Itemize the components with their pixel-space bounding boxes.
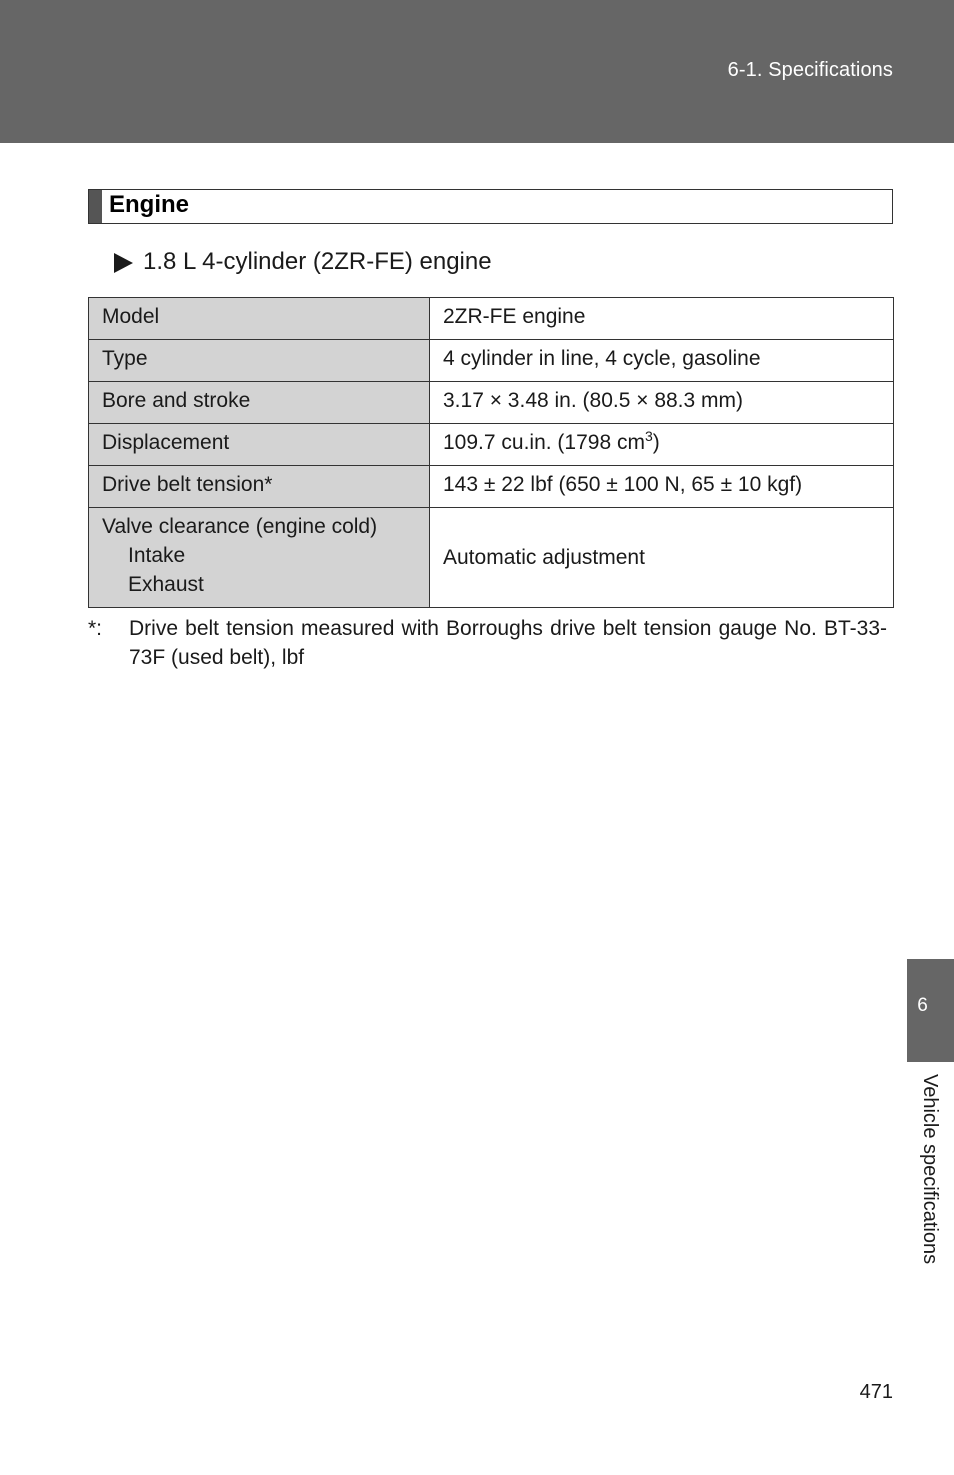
row-value: 4 cylinder in line, 4 cycle, gasoline [430, 340, 894, 382]
intake-label: Intake [128, 544, 186, 567]
chapter-tab [907, 959, 954, 1062]
section-reference: 6-1. Specifications [727, 59, 893, 81]
table-row [89, 298, 894, 340]
row-value: 2ZR-FE engine [430, 298, 894, 340]
row-label: Model [89, 298, 430, 340]
row-value: 143 ± 22 lbf (650 ± 100 N, 65 ± 10 kgf) [430, 466, 894, 508]
engine-spec-table [88, 297, 894, 608]
exhaust-label: Exhaust [128, 573, 204, 596]
row-label: Drive belt tension* [89, 466, 430, 508]
valve-clearance-label: Valve clearance (engine cold) [102, 515, 378, 538]
row-value [430, 424, 894, 466]
row-label: Displacement [89, 424, 430, 466]
table-row [89, 424, 894, 466]
table-row [89, 340, 894, 382]
footnote [88, 614, 887, 672]
displacement-value-end: ) [652, 431, 660, 454]
table-row [89, 382, 894, 424]
subheading-text: 1.8 L 4-cylinder (2ZR-FE) engine [143, 248, 492, 275]
superscript: 3 [644, 428, 653, 444]
section-title: Engine [109, 191, 190, 218]
header-band [0, 0, 954, 143]
row-label: Type [89, 340, 430, 382]
footnote-mark: *: [88, 617, 103, 640]
displacement-value: 109.7 cu.in. (1798 cm [443, 431, 645, 454]
row-value: Automatic adjustment [430, 508, 894, 608]
row-value: 3.17 × 3.48 in. (80.5 × 88.3 mm) [430, 382, 894, 424]
triangle-bullet-icon [114, 253, 133, 273]
engine-subheading [114, 248, 492, 276]
row-label: Bore and stroke [89, 382, 430, 424]
page-number: 471 [859, 1381, 893, 1403]
section-marker-bar [89, 190, 102, 223]
table-row [89, 508, 894, 608]
footnote-text: Drive belt tension measured with Borroughs drive belt tension gauge No. BT-33-73F (used belt), lbf [129, 617, 887, 669]
row-label [89, 508, 430, 608]
chapter-title: Vehicle specifications [919, 1074, 941, 1265]
section-heading-box [88, 189, 893, 224]
table-row [89, 466, 894, 508]
chapter-number: 6 [917, 995, 928, 1016]
